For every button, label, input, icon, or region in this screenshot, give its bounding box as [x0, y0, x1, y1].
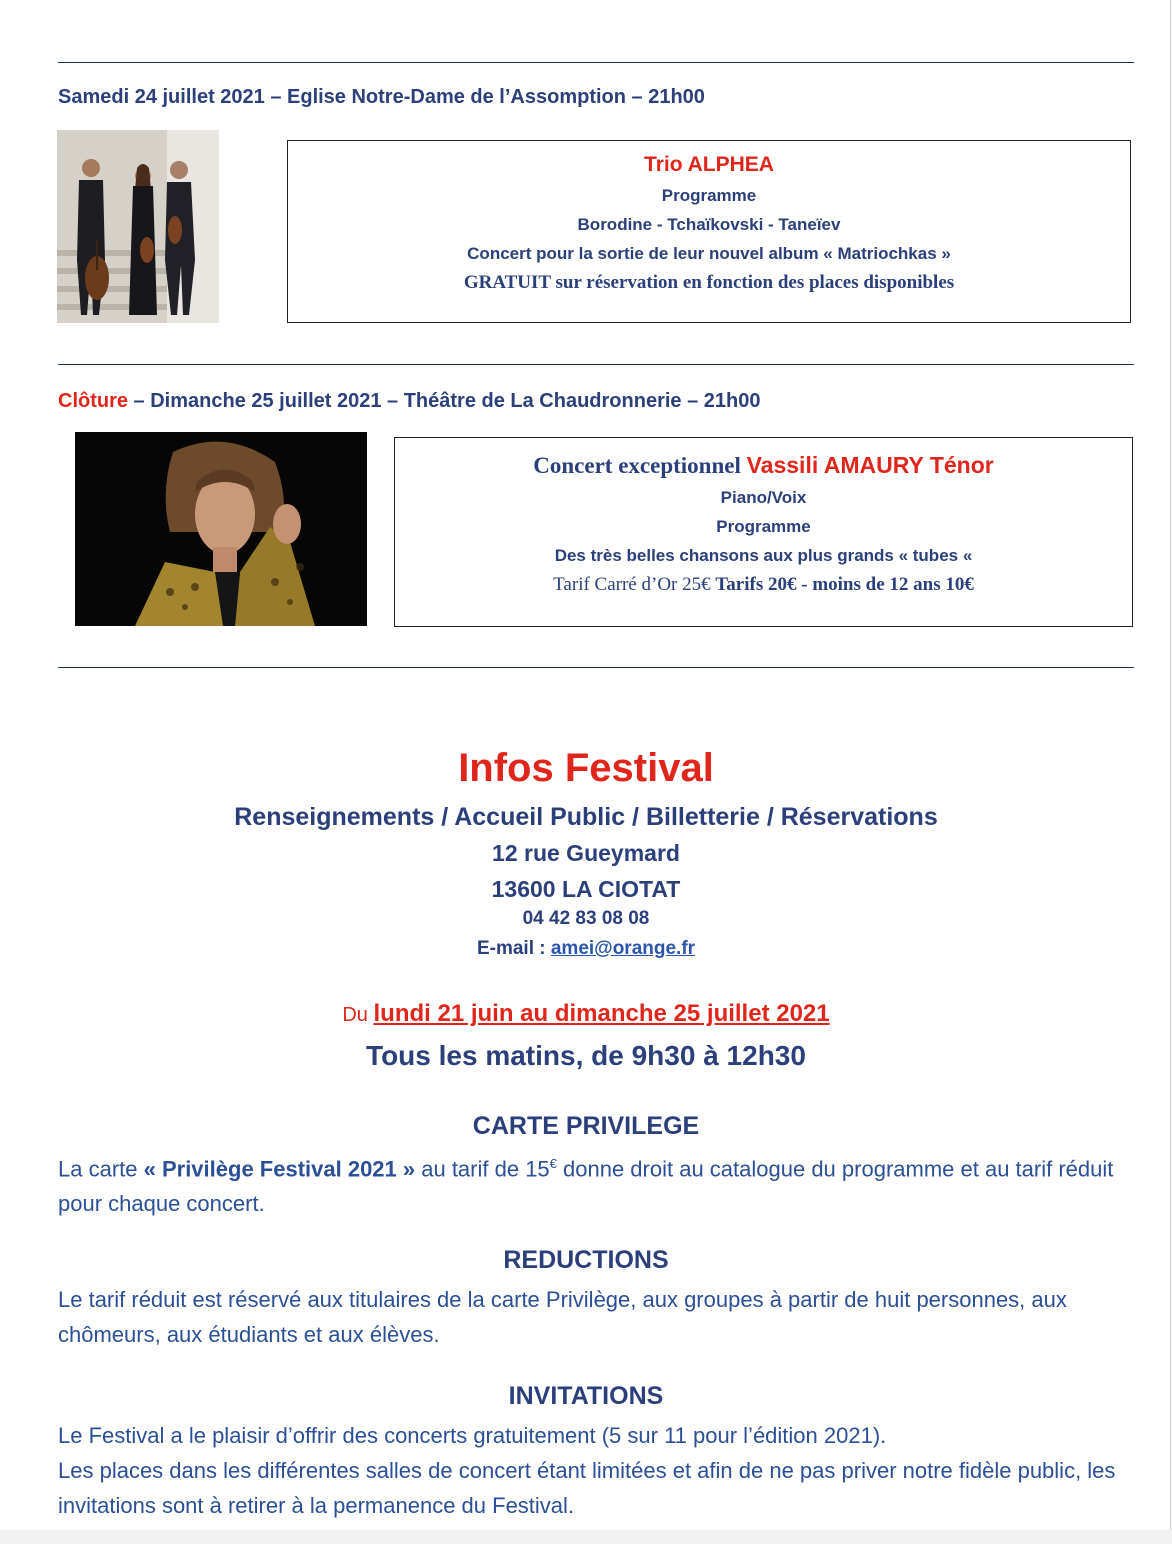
carte-text-currency: €	[549, 1156, 557, 1171]
infos-subtitle: Renseignements / Accueil Public / Billetterie / Réservations	[234, 803, 938, 831]
event2-piano-voice: Piano/Voix	[720, 488, 807, 507]
event2-title-artist: Vassili AMAURY Ténor	[746, 452, 994, 478]
event2-heading	[58, 390, 760, 413]
carte-text	[58, 1146, 1138, 1221]
infos-dates	[0, 1000, 1172, 1028]
event1-album-note: Concert pour la sortie de leur nouvel album « Matriochkas »	[467, 244, 951, 263]
event2-heading-details: – Dimanche 25 juillet 2021 – Théâtre de La Chaudronnerie – 21h00	[128, 390, 761, 412]
separator-rule	[58, 364, 1134, 365]
reductions-heading: REDUCTIONS	[503, 1246, 669, 1274]
event2-program-label: Programme	[716, 517, 811, 536]
invitations-text-1: Le Festival a le plaisir d’offrir des concerts gratuitement (5 sur 11 pour l’édition 2021).	[58, 1423, 887, 1448]
carte-text-a: La carte	[58, 1156, 144, 1182]
separator-rule	[58, 667, 1134, 668]
event2-price-other: Tarifs 20€ - moins de 12 ans 10€	[715, 574, 974, 595]
invitations-text-2: Les places dans les différentes salles de concert étant limitées et afin de ne pas priver notre fidèle public, les invitations sont à retirer à la permanence du Festival.	[58, 1458, 1116, 1518]
carte-text-c: au tarif de 15	[415, 1156, 550, 1182]
event1-free-note: GRATUIT sur réservation en fonction des places disponibles	[463, 272, 955, 293]
dates-range: lundi 21 juin au dimanche 25 juillet 2021	[373, 1000, 830, 1027]
infos-phone: 04 42 83 08 08	[522, 908, 650, 929]
event2-songs-note: Des très belles chansons aux plus grands « tubes «	[554, 546, 973, 565]
email-label: E-mail :	[476, 938, 551, 959]
event2-prices	[395, 570, 1132, 599]
event1-box	[287, 140, 1131, 323]
event1-title: Trio ALPHEA	[644, 153, 774, 176]
event1-program-label: Programme	[661, 186, 757, 205]
infos-address-city: 13600 LA CIOTAT	[491, 876, 681, 902]
infos-address-street: 12 rue Gueymard	[492, 840, 680, 866]
event2-box	[394, 437, 1133, 627]
carte-heading: CARTE PRIVILEGE	[472, 1112, 700, 1140]
tenor-photo	[75, 432, 367, 626]
event1-composers: Borodine - Tchaïkovski - Taneïev	[577, 215, 841, 234]
event2-title	[395, 448, 1132, 483]
event2-price-gold: Tarif Carré d’Or 25€	[553, 574, 716, 595]
email-link[interactable]: amei@orange.fr	[550, 938, 696, 959]
trio-photo	[57, 130, 219, 323]
infos-hours: Tous les matins, de 9h30 à 12h30	[366, 1040, 806, 1071]
infos-title: Infos Festival	[458, 746, 714, 790]
invitations-heading: INVITATIONS	[508, 1382, 664, 1410]
reductions-text: Le tarif réduit est réservé aux titulaires de la carte Privilège, aux groupes à partir de huit personnes, aux chômeurs, aux étudiants et aux élèves.	[58, 1287, 1067, 1347]
separator-rule	[58, 62, 1134, 63]
dates-prefix: Du	[342, 1004, 374, 1026]
event2-title-prefix: Concert exceptionnel	[533, 453, 747, 478]
carte-text-card-name: « Privilège Festival 2021 »	[143, 1156, 416, 1182]
event2-heading-closing: Clôture	[58, 390, 128, 412]
carte-text-d: donne droit au catalogue du programme et au tarif réduit pour chaque concert.	[58, 1156, 1114, 1217]
infos-email-line	[0, 938, 1172, 960]
event1-heading: Samedi 24 juillet 2021 – Eglise Notre-Dame de l’Assomption – 21h00	[58, 86, 705, 108]
